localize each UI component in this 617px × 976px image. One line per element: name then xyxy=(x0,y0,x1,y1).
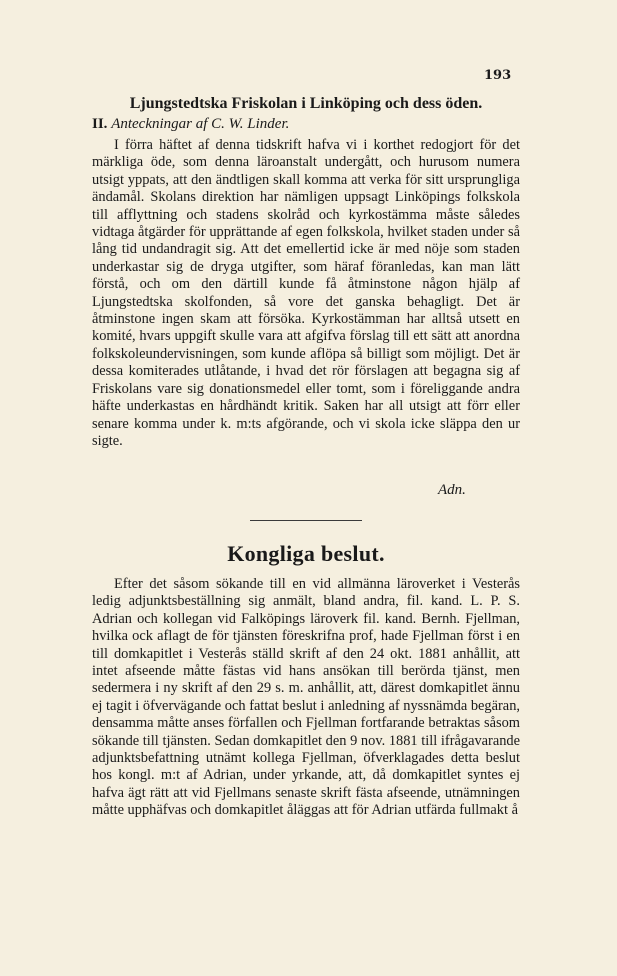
article-byline: Anteckningar af C. W. Linder. xyxy=(111,116,290,132)
article-body-kongliga-beslut: Efter det såsom sökande till en vid allmänna läroverket i Vesterås ledig adjunktsbeställning sig anmält, bland andra, fil. kand. L. P. S. Adrian och kollegan vid Falköpings läroverk fil. kand. Bernh. Fjellman, hvilka ock aflagt de för tjänsten föreskrifna prof, hade Fjellman först i en till domkapitlet i Vesterås ställd skrift af den 24 okt. 1881 anhållit, att intet afseende måtte fästas vid hans ansökan till berörda tjänst, men sedermera i ny skrift af den 29 s. m. anhållit, att, därest domkapitlet ännu ej tagit i öfvervägande och fattat beslut i anledning af nyssnämda begäran, densamma måtte anses förfallen och Fjellman fortfarande betraktas såsom sökande till tjänsten. Sedan domkapitlet den 9 nov. 1881 till ifrågavarande adjunktsbefattning utnämt kollega Fjellman, öfverklagades detta beslut hos kongl. m:t af Adrian, under yrkande, att, då domkapitlet syntes ej hafva ägt rätt att vid Fjellmans senaste skrift fästa afseende, utnämningen måtte upphäfvas och domkapitlet åläggas att för Adrian utfärda fullmakt å xyxy=(92,576,520,819)
article-title-kongliga-beslut: Kongliga beslut. xyxy=(227,541,385,566)
article-body-friskolan: I förra häftet af denna tidskrift hafva vi i korthet redogjort för det märkliga öde, som denna läroanstalt undergått, och hurusom numera utsigt yppats, att den ändtligen skall komma att verka för sitt ursprungliga ändamål. Skolans direktion har nämligen uppsagt Linköpings folkskola till afflyttning och stadens skolråd och kyrkostämma måste således vidtaga åtgärder för upprättande af egen folkskola, hvilket staden under så lång tid undandragit sig. Att det emellertid icke är med nöje som staden underkastar sig de dryga utgifter, som häraf föranledas, kan man lätt förstå, och om den därtill kunde få åtminstone någon hjälp af Ljungstedtska skolfonden, så vore det ganska behagligt. Det är åtminstone ingen skam att försöka. Kyrkostämman har alltså utsett en komité, hvars uppgift skulle vara att afgifva förslag till ett sätt att anordna folkskoleundervisningen, som kunde aflöpa så billigt som möjligt. Det är dessa komiterades utlåtande, i hvad det rör förslagen att begagna sig af Friskolans vare sig donationsmedel eller tomt, som i föreliggande andra häfte underkastas en hårdhändt kritik. Saken har all utsigt att förr eller senare komma under k. m:ts afgörande, och vi skola icke släppa den ur sigte. xyxy=(92,137,520,449)
page-number: 193 xyxy=(484,68,512,83)
section-divider xyxy=(250,520,362,521)
article-title-friskolan: Ljungstedtska Friskolan i Linköping och dess öden. xyxy=(129,95,483,112)
article-subtitle xyxy=(92,115,520,133)
article-signature: Adn. xyxy=(438,482,466,498)
part-number: II. xyxy=(92,116,108,132)
